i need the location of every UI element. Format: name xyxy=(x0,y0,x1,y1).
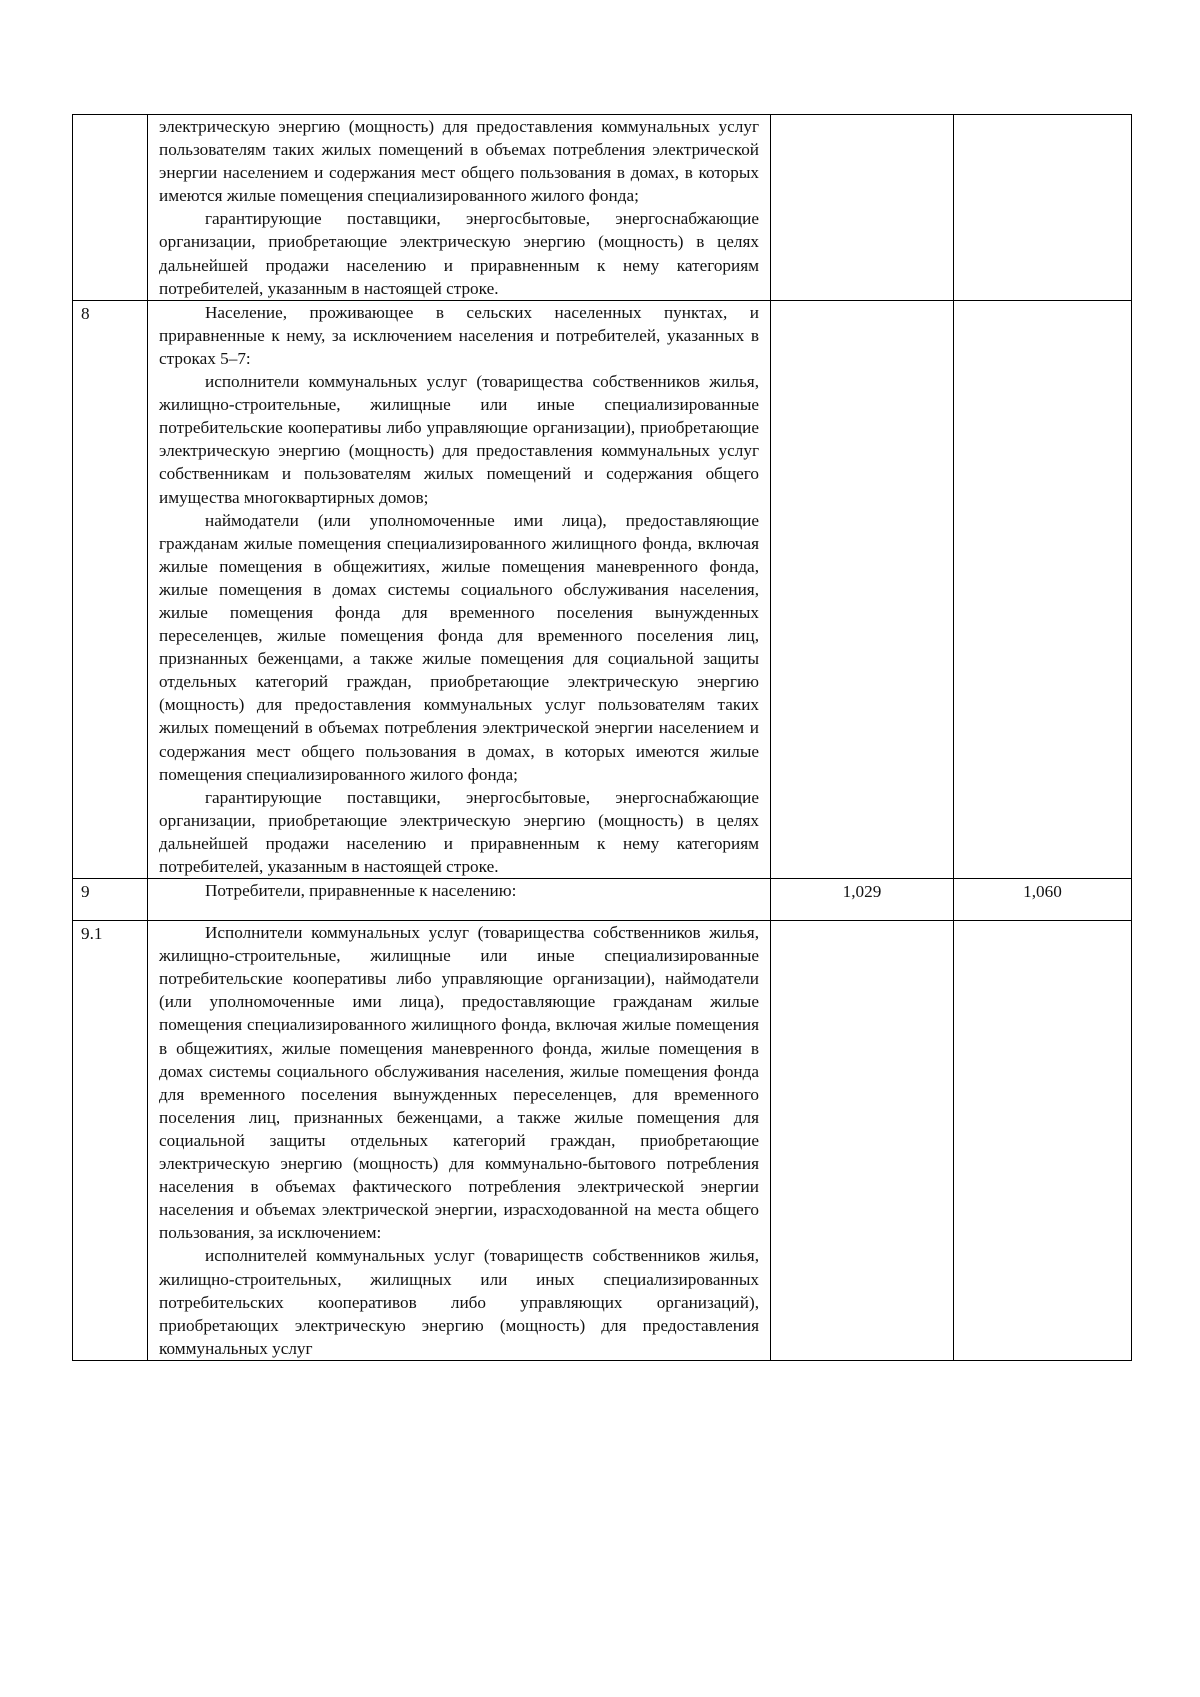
row-value-1 xyxy=(771,115,954,301)
table-row xyxy=(73,921,1132,1361)
row-value-1 xyxy=(771,300,954,878)
row-paragraph: наймодатели (или уполномоченные ими лица), предоставляющие гражданам жилые помещения специализированного жилищного фонда, включая жилые помещения в общежитиях, жилые помещения маневренного фонда, жилые помещения в домах системы социального обслуживания населения, жилые помещения фонда для временного поселения вынужденных переселенцев, жилые помещения фонда для временного поселения лиц, признанных беженцами, а также жилые помещения для социальной защиты отдельных категорий граждан, приобретающие электрическую энергию (мощность) для предоставления коммунальных услуг пользователям таких жилых помещений в объемах потребления электрической энергии населением и содержания мест общего пользования в домах, в которых имеются жилые помещения специализированного жилого фонда; xyxy=(159,510,759,784)
row-value-2: 1,060 xyxy=(954,879,1132,921)
tariff-table xyxy=(72,114,1132,1361)
row-paragraph: электрическую энергию (мощность) для предоставления коммунальных услуг пользователям таких жилых помещений в объемах потребления электрической энергии населением и содержания мест общего пользования в домах, в которых имеются жилые помещения специализированного жилого фонда; xyxy=(159,117,759,206)
row-description xyxy=(148,115,771,301)
row-paragraph: гарантирующие поставщики, энергосбытовые, энергоснабжающие организации, приобретающие электрическую энергию (мощность) в целях дальнейшей продажи населению и приравненным к нему категориям потребителей, указанным в настоящей строке. xyxy=(159,209,759,298)
row-value-2 xyxy=(954,115,1132,301)
row-description xyxy=(148,879,771,921)
row-value-1: 1,029 xyxy=(771,879,954,921)
row-value-1 xyxy=(771,921,954,1361)
row-paragraph: гарантирующие поставщики, энергосбытовые, энергоснабжающие организации, приобретающие электрическую энергию (мощность) в целях дальнейшей продажи населению и приравненным к нему категориям потребителей, указанным в настоящей строке. xyxy=(159,787,759,876)
row-number: 9 xyxy=(73,879,148,921)
row-value-2 xyxy=(954,921,1132,1361)
row-paragraph: исполнители коммунальных услуг (товарищества собственников жилья, жилищно-строительные, жилищные или иные специализированные потребительские кооперативы либо управляющие организации), приобретающие электрическую энергию (мощность) для предоставления коммунальных услуг собственникам и пользователям жилых помещений и содержания общего имущества многоквартирных домов; xyxy=(159,372,759,507)
table-row xyxy=(73,879,1132,921)
row-number: 9.1 xyxy=(73,921,148,1361)
row-paragraph: Потребители, приравненные к населению: xyxy=(205,881,517,901)
row-paragraph: Население, проживающее в сельских населенных пунктах, и приравненные к нему, за исключением населения и потребителей, указанных в строках 5–7: xyxy=(159,302,759,368)
table-row xyxy=(73,115,1132,301)
row-description xyxy=(148,921,771,1361)
row-number xyxy=(73,115,148,301)
table-row xyxy=(73,300,1132,878)
row-paragraph: исполнителей коммунальных услуг (товариществ собственников жилья, жилищно-строительных, жилищных или иных специализированных потребительских кооперативов либо управляющих организаций), приобретающих электрическую энергию (мощность) для предоставления коммунальных услуг xyxy=(159,1246,759,1358)
row-value-2 xyxy=(954,300,1132,878)
row-description xyxy=(148,300,771,878)
row-number: 8 xyxy=(73,300,148,878)
row-paragraph: Исполнители коммунальных услуг (товарищества собственников жилья, жилищно-строительные, жилищные или иные специализированные потребительские кооперативы либо управляющие организации), наймодатели (или уполномоченные ими лица), предоставляющие гражданам жилые помещения специализированного жилищного фонда, включая жилые помещения в общежитиях, жилые помещения маневренного фонда, жилые помещения в домах системы социального обслуживания населения, жилые помещения фонда для временного поселения вынужденных переселенцев, для временного поселения лиц, признанных беженцами, а также жилые помещения для социальной защиты отдельных категорий граждан, приобретающие электрическую энергию (мощность) для коммунально-бытового потребления населения в объемах фактического потребления электрической энергии населения и объемах электрической энергии, израсходованной на места общего пользования, за исключением: xyxy=(159,923,759,1243)
